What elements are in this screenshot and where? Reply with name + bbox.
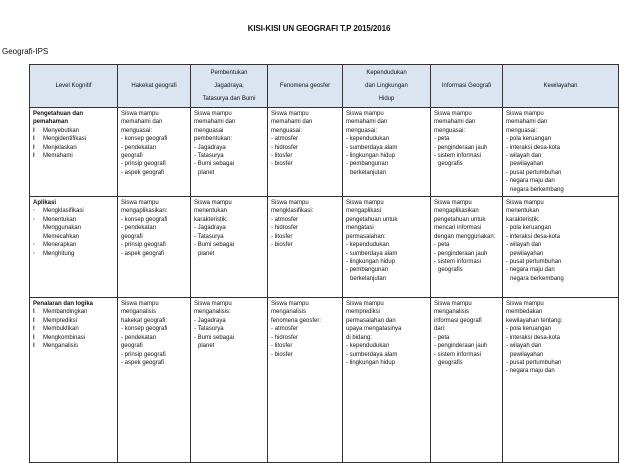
cell-line: geografis <box>438 161 463 168</box>
cell-line: Siswa mampu <box>434 200 472 207</box>
cell-line: - hidrosfer <box>271 334 299 341</box>
level-title: Penalaran dan logika <box>33 301 94 308</box>
level-item <box>33 334 115 342</box>
column-header-line: Hakekat geografi <box>131 82 177 89</box>
table-header-row <box>30 65 619 108</box>
cell-line: - Bumi sebagai <box>194 334 235 341</box>
column-header-line: dan Lingkungan <box>365 82 408 89</box>
level-item <box>33 325 115 333</box>
level-item-text: Membuktikan <box>43 326 79 333</box>
bullet-marker: l <box>33 153 35 160</box>
cell-line: geografi <box>121 153 143 160</box>
cell-line: menentukan <box>194 208 228 215</box>
cell-line: - Bumi sebagai <box>194 242 235 249</box>
bullet-marker: l <box>33 334 35 341</box>
cell-line: - pola keruangan <box>506 225 552 232</box>
cell-line: menganalisis <box>271 309 307 316</box>
cell-line: - kependudukan <box>346 242 390 249</box>
cell-line: - Jagadraya <box>194 317 226 324</box>
cell-line: Siswa mampu <box>506 200 544 207</box>
content-cell <box>268 298 343 463</box>
level-item <box>33 224 115 232</box>
level-item-text: Memahami <box>43 153 73 160</box>
content-cell <box>343 298 431 463</box>
content-cell <box>431 298 503 463</box>
bullet-marker: · <box>33 216 35 223</box>
cell-line: - pembangunan <box>346 267 389 274</box>
cell-line: Siswa mampu <box>194 111 232 117</box>
column-header-line: Informasi Geografi <box>441 82 492 89</box>
cell-line: mengaplikasikan: <box>121 208 168 215</box>
bullet-marker: · <box>33 250 35 257</box>
cell-line: - pembangunan <box>346 161 389 168</box>
document-title: KISI-KISI UN GEOGRAFI T.P 2015/2016 <box>247 24 391 33</box>
cell-line: memprediksi <box>346 309 381 316</box>
cell-line: - litosfer <box>271 233 293 240</box>
cell-line: Siswa mampu <box>346 301 384 308</box>
cell-line: - litosfer <box>271 343 293 350</box>
level-item <box>33 135 115 143</box>
cell-line: mengaplikasi <box>346 208 382 215</box>
table-row <box>30 108 619 197</box>
cell-line: - lingkungan hidup <box>346 258 396 265</box>
cell-line: upaya mengatasinya <box>346 326 402 333</box>
cell-line: berkelanjutan <box>350 169 387 176</box>
cell-line: - aspek geografi <box>121 250 165 257</box>
content-cell <box>503 108 619 197</box>
cell-line: - penginderaan jauh <box>434 343 488 350</box>
level-item-text: Menentukan <box>43 216 77 223</box>
content-cell <box>268 197 343 298</box>
cell-line: mengaplikasikan <box>434 208 479 215</box>
cell-line: memahami dan <box>194 119 236 126</box>
cell-line: - Tatasurya <box>194 233 224 240</box>
level-title: Aplikasi <box>33 200 57 207</box>
content-cell <box>191 298 268 463</box>
content-cell <box>431 108 503 197</box>
cell-line: - Tatasurya <box>194 326 224 333</box>
cell-line: Siswa mampu <box>121 200 159 207</box>
column-header-line: Jagadraya, <box>214 82 244 89</box>
cell-line: menganalisis <box>434 309 470 316</box>
cell-line: - peta <box>434 136 450 143</box>
bullet-marker: l <box>33 127 35 134</box>
cell-line: planet <box>198 343 215 350</box>
cell-line: - wilayah dan <box>506 153 542 160</box>
cell-line: - konsep geografi <box>121 326 168 333</box>
cell-line: pengetahuan untuk <box>434 216 486 223</box>
cell-line: mencari informasi <box>434 225 482 232</box>
cell-line: planet <box>198 250 215 257</box>
column-header <box>191 65 268 108</box>
level-item <box>33 127 115 135</box>
cell-line: Siswa mampu <box>506 111 544 117</box>
column-header <box>503 65 619 108</box>
level-item-text: Menggunakan <box>43 225 82 232</box>
column-header-line: Kependudukan <box>366 69 407 76</box>
cell-line: pengetahuan untuk <box>346 216 398 223</box>
cell-line: - pusat pertumbuhan <box>506 169 562 176</box>
level-item <box>33 152 115 160</box>
cell-line: - interaksi desa-kota <box>506 144 561 151</box>
level-item <box>33 308 115 316</box>
cell-line: - Tatasurya <box>194 153 224 160</box>
level-item-text: Menghitung <box>43 250 75 257</box>
cell-line: negara berkembang <box>510 186 564 193</box>
kisi-kisi-table <box>29 64 619 463</box>
cell-line: menguasai: <box>434 127 466 134</box>
cell-line: kewilayahan tentang: <box>506 317 563 324</box>
cell-line: - penginderaan jauh <box>434 250 488 257</box>
content-cell <box>191 197 268 298</box>
level-item-text: Membandingkan <box>43 309 88 316</box>
cell-line: - aspek geografi <box>121 359 165 366</box>
level-item-text: Menerapkan <box>43 242 77 249</box>
cell-line: - sumberdaya alam <box>346 250 398 257</box>
cell-line: mengklasifikasi: <box>271 208 314 215</box>
cell-line: negara berkembang <box>510 275 564 282</box>
cell-line: Siswa mampu <box>194 200 232 207</box>
cell-line: permasalahan dan <box>346 317 396 324</box>
cell-line: menguasai: <box>271 127 303 134</box>
cell-line: pembentukan: <box>194 136 233 143</box>
cell-line: Siswa mampu <box>194 301 232 308</box>
cell-line: - interaksi desa-kota <box>506 334 561 341</box>
level-item <box>33 317 115 325</box>
cell-line: menguasai <box>194 127 224 134</box>
cell-line: Siswa mampu <box>434 111 472 117</box>
level-cell <box>30 197 118 298</box>
cell-line: menentukan <box>506 208 540 215</box>
column-header <box>431 65 503 108</box>
cell-line: - pendekatan <box>121 144 157 151</box>
cell-line: menguasai: <box>121 127 153 134</box>
cell-line: Siswa mampu <box>121 111 159 117</box>
level-item-text: Menjelaskan <box>43 144 77 151</box>
table-row <box>30 197 619 298</box>
level-item-text: Menganalisis <box>43 343 79 350</box>
cell-line: di bidang: <box>346 334 373 341</box>
content-cell <box>118 197 191 298</box>
bullet-marker: l <box>33 309 35 316</box>
cell-line: - konsep geografi <box>121 216 168 223</box>
cell-line: - kependudukan <box>346 343 390 350</box>
column-header-line: Tatasurya dan Bumi <box>202 95 256 102</box>
cell-line: - sumberdaya alam <box>346 351 398 358</box>
cell-line: - pola keruangan <box>506 326 552 333</box>
cell-line: fenomena geosfer: <box>271 317 322 324</box>
cell-line: - interaksi desa-kota <box>506 233 561 240</box>
cell-line: geografi <box>121 343 143 350</box>
content-cell <box>431 197 503 298</box>
cell-line: - peta <box>434 242 450 249</box>
cell-line: memahami dan <box>434 119 476 126</box>
cell-line: - atmosfer <box>271 216 299 223</box>
column-header-line: Pembentukan <box>210 69 248 76</box>
cell-line: - sistem informasi <box>434 153 482 160</box>
cell-line: Siswa mampu <box>271 200 309 207</box>
cell-line: - atmosfer <box>271 136 299 143</box>
level-item <box>33 233 115 241</box>
column-header-line: Fenomena geosfer <box>279 82 331 89</box>
column-header-line: Kewilayahan <box>543 82 578 89</box>
cell-line: mengatasi <box>346 225 374 232</box>
cell-line: - sumberdaya alam <box>346 144 398 151</box>
cell-line: - Bumi sebagai <box>194 161 235 168</box>
cell-line: - lingkungan hidup <box>346 359 396 366</box>
cell-line: - atmosfer <box>271 326 299 333</box>
document-subtitle: Geografi-IPS <box>2 47 49 56</box>
cell-line: berkelanjutan <box>350 275 387 282</box>
level-item-text: Menyebutkan <box>43 127 80 134</box>
column-header <box>118 65 191 108</box>
cell-line: menguasai: <box>506 127 538 134</box>
bullet-marker: l <box>33 317 35 324</box>
cell-line: membedakan <box>506 309 543 316</box>
bullet-marker: · <box>33 242 35 249</box>
cell-line: Siswa mampu <box>271 111 309 117</box>
cell-line: - pendekatan <box>121 334 157 341</box>
cell-line: Siswa mampu <box>346 200 384 207</box>
cell-line: Siswa mampu <box>434 301 472 308</box>
column-header-line: Level Kognitif <box>55 82 92 89</box>
cell-line: geografis <box>438 267 463 274</box>
level-item-text: Memecahkan <box>43 233 80 240</box>
cell-line: - konsep geografi <box>121 136 168 143</box>
content-cell <box>191 108 268 197</box>
cell-line: memahami dan <box>346 119 388 126</box>
cell-line: Siswa mampu <box>506 301 544 308</box>
content-cell <box>118 298 191 463</box>
cell-line: - wilayah dan <box>506 343 542 350</box>
content-cell <box>343 197 431 298</box>
cell-line: permasalahan: <box>346 233 386 240</box>
cell-line: geografis <box>438 359 463 366</box>
cell-line: planet <box>198 169 215 176</box>
level-item-text: Mengkombinasi <box>43 334 86 341</box>
bullet-marker <box>33 233 43 241</box>
level-item <box>33 250 115 258</box>
cell-line: - Jagadraya <box>194 225 226 232</box>
cell-line: pewilayahan <box>510 250 544 257</box>
cell-line: - pendekatan <box>121 225 157 232</box>
cell-line: - peta <box>434 334 450 341</box>
cell-line: - biosfer <box>271 161 293 168</box>
content-cell <box>343 108 431 197</box>
content-cell <box>268 108 343 197</box>
cell-line: - penginderaan jauh <box>434 144 488 151</box>
level-cell <box>30 108 118 197</box>
cell-line: karakteristik: <box>506 216 540 223</box>
bullet-marker: l <box>33 144 35 151</box>
cell-line: hakekat geografi: <box>121 317 168 324</box>
level-item <box>33 207 115 215</box>
column-header <box>268 65 343 108</box>
content-cell <box>118 108 191 197</box>
bullet-marker <box>33 224 43 232</box>
cell-line: memahami dan <box>271 119 313 126</box>
bullet-marker: · <box>33 208 35 215</box>
cell-line: menganalisis: <box>194 309 231 316</box>
cell-line: - biosfer <box>271 242 293 249</box>
cell-line: pewilayahan <box>510 161 544 168</box>
cell-line: - lingkungan hidup <box>346 153 396 160</box>
bullet-marker: l <box>33 343 35 350</box>
cell-line: - aspek geografi <box>121 169 165 176</box>
cell-line: - wilayah dan <box>506 242 542 249</box>
cell-line: - biosfer <box>271 351 293 358</box>
bullet-marker: l <box>33 326 35 333</box>
cell-line: - sistem informasi <box>434 258 482 265</box>
table-row <box>30 298 619 463</box>
column-header <box>343 65 431 108</box>
level-title: pemahaman <box>33 119 69 126</box>
column-header-line: Hidup <box>378 95 395 102</box>
cell-line: menguasai: <box>346 127 378 134</box>
cell-line: informasi geografi <box>434 317 482 324</box>
cell-line: memahami dan <box>506 119 548 126</box>
column-header <box>30 65 118 108</box>
cell-line: - sistem informasi <box>434 351 482 358</box>
level-item-text: Mengidentifikasi <box>43 136 87 143</box>
cell-line: - litosfer <box>271 153 293 160</box>
cell-line: - prinsip geografi <box>121 161 166 168</box>
cell-line: menganalisis <box>121 309 157 316</box>
cell-line: Siswa mampu <box>121 301 159 308</box>
cell-line: memahami dan <box>121 119 163 126</box>
level-item <box>33 216 115 224</box>
cell-line: dari: <box>434 326 446 333</box>
level-cell <box>30 298 118 463</box>
cell-line: Siswa mampu <box>271 301 309 308</box>
cell-line: dengan menggunakan: <box>434 233 496 240</box>
cell-line: - negara maju dan <box>506 178 555 185</box>
cell-line: - hidrosfer <box>271 144 299 151</box>
cell-line: - negara maju dan <box>506 368 555 375</box>
cell-line: - pola keruangan <box>506 136 552 143</box>
level-item-text: Memprediksi <box>43 317 78 324</box>
cell-line: - prinsip geografi <box>121 242 166 249</box>
cell-line: - pusat pertumbuhan <box>506 359 562 366</box>
cell-line: - pusat pertumbuhan <box>506 258 562 265</box>
cell-line: - kependudukan <box>346 136 390 143</box>
level-item-text: Mengklasifikasi <box>43 208 84 215</box>
cell-line: - Jagadraya <box>194 144 226 151</box>
content-cell <box>503 298 619 463</box>
content-cell <box>503 197 619 298</box>
bullet-marker: l <box>33 136 35 143</box>
level-item <box>33 144 115 152</box>
level-item <box>33 342 115 350</box>
cell-line: geografi <box>121 233 143 240</box>
level-item <box>33 241 115 249</box>
cell-line: karakteristik: <box>194 216 228 223</box>
cell-line: Siswa mampu <box>346 111 384 117</box>
level-title: Pengetahuan dan <box>33 111 84 117</box>
cell-line: - negara maju dan <box>506 267 555 274</box>
cell-line: - prinsip geografi <box>121 351 166 358</box>
cell-line: - hidrosfer <box>271 225 299 232</box>
cell-line: pewilayahan <box>510 351 544 358</box>
